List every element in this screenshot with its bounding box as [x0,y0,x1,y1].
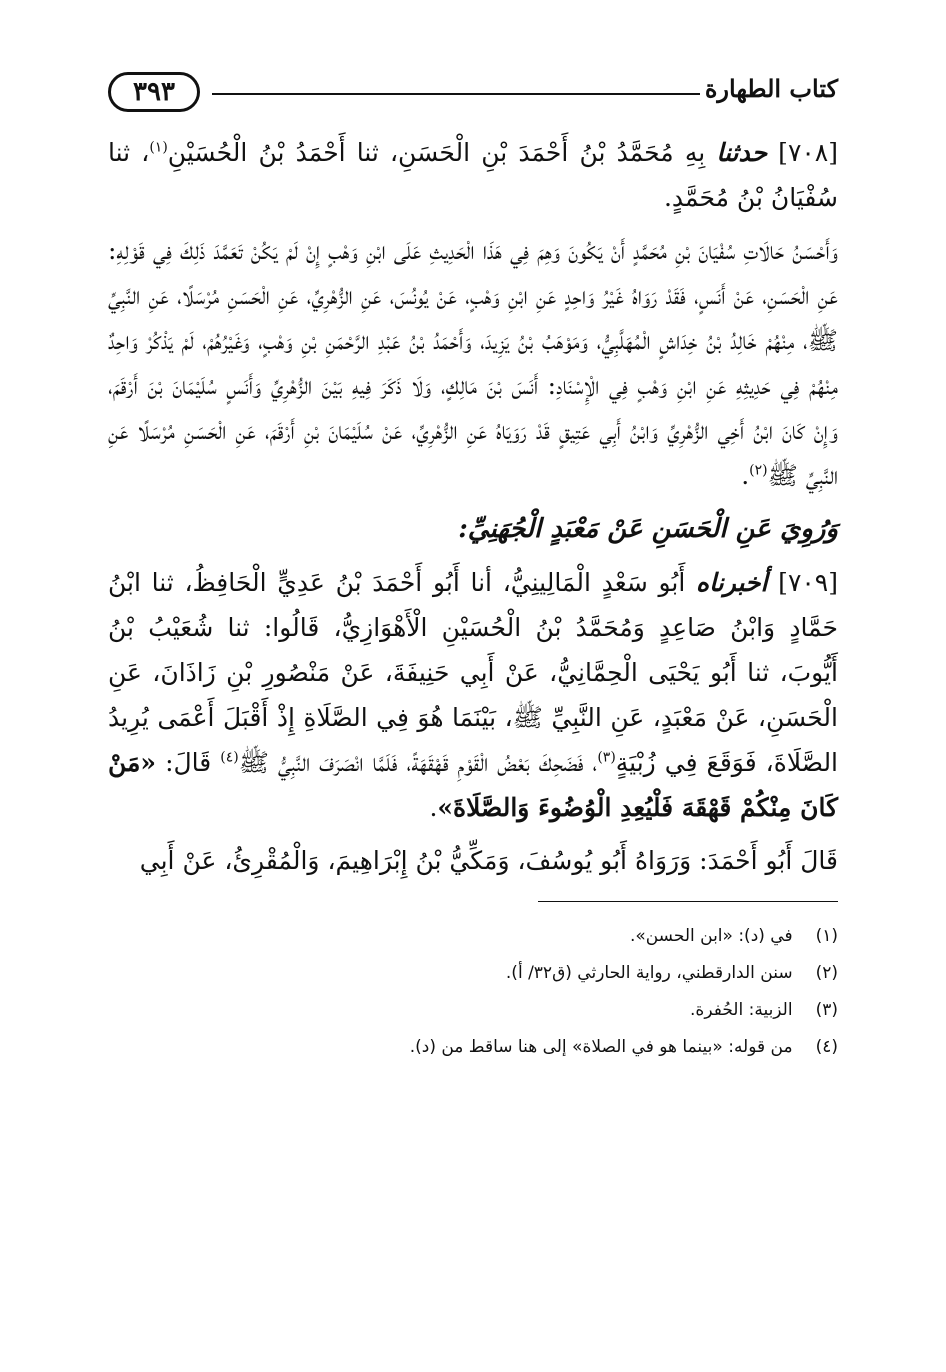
footnote-text: الزبية: الحُفرة. [690,1000,793,1020]
header-rule [212,93,700,95]
footnotes [108,918,838,1066]
page-number: ٣٩٣ [108,72,200,112]
footnote-ref-1: (١) [149,139,168,156]
narration-keyword: حدثنا [716,138,768,167]
footnote-text: في (د): «ابن الحسن». [629,926,793,946]
footnote-item [108,918,838,955]
footnote-item [108,1029,838,1066]
footnote-ref-4: (٤) [220,749,239,766]
footnote-number: (٤) [815,1037,838,1057]
closing-paragraph [108,838,838,883]
footnote-number: (٣) [815,1000,838,1020]
hadith-number: [٧٠٩] [778,568,838,597]
hadith-709 [108,560,838,830]
narration-keyword: أخبرناه [696,568,768,597]
commentary-text: وَأَحْسَنُ حَالَاتِ سُفْيَانَ بْنِ مُحَمَّدٍ أَنْ يَكُونَ وَهِمَ فِي هَذَا الْحَدِيثِ عَلَى ابْنِ وَهْبٍ إِنْ لَمْ يَكُنْ تَعَمَّدَ ذَلِكَ فِي قَوْلِهِ: عَنِ الْحَسَنِ، عَنْ أَنَسٍ، فَقَدْ رَوَاهُ غَيْرُ وَاحِدٍ عَنِ ابْنِ وَهْبٍ، عَنْ يُونُسَ، عَنِ الزُّهْرِيِّ، عَنِ الْحَسَنِ مُرْسَلًا، عَنِ النَّبِيِّ ﷺ، مِنْهُمْ خَالِدُ بْنُ خِدَاشٍ الْمُهَلَّبِيُّ، وَمَوْهَبُ بْنُ يَزِيدَ، وَأَحْمَدُ بْنُ عَبْدِ الرَّحْمَنِ بْنِ وَهْبٍ، وَغَيْرُهُمْ، لَمْ يَذْكُرْ وَاحِدٌ مِنْهُمْ فِي حَدِيثِهِ عَنِ ابْنِ وَهْبٍ فِي الْإِسْنَادِ: أَنَسَ بْنَ مَالِكٍ، وَلَا ذَكَرَ فِيهِ بَيْنَ الزُّهْرِيِّ وَأَنَسٍ سُلَيْمَانَ بْنَ أَرْقَمَ، وَإِنْ كَانَ ابْنُ أَخِي الزُّهْرِيِّ وَابْنُ أَبِي عَتِيقٍ قَدْ رَوَيَاهُ عَنِ الزُّهْرِيِّ، عَنْ سُلَيْمَانَ بْنِ أَرْقَمَ، عَنِ الْحَسَنِ مُرْسَلًا عَنِ النَّبِيِّ ﷺ [108,236,838,490]
footnote-item [108,955,838,992]
hadith-number: [٧٠٨] [778,138,838,167]
footnote-ref-3: (٣) [597,749,616,766]
matn-end: . [429,793,438,822]
page-header [108,60,838,130]
footnote-number: (٢) [815,963,838,983]
isnad-text: بِهِ مُحَمَّدُ بْنُ أَحْمَدَ بْنِ الْحَسَنِ، ثنا أَحْمَدُ بْنُ الْحُسَيْنِ [167,138,706,167]
footnote-number: (١) [815,926,838,946]
section-subheading: وَرُوِيَ عَنِ الْحَسَنِ عَنْ مَعْبَدٍ الْجُهَنِيِّ: [458,514,838,544]
footnote-text: سنن الدارقطني، رواية الحارثي (ق٣٢/ أ). [505,963,793,983]
hadith-708 [108,130,838,220]
matn-text: ، فَضَحِكَ بَعْضُ الْقَوْمِ قَهْقَهَةً، فَلَمَّا انْصَرَفَ النَّبِيُّ ﷺ [238,748,598,777]
footnote-text: من قوله: «بينما هو في الصلاة» إلى هنا ساقط من (د). [409,1037,793,1057]
book-page [108,60,838,1066]
isnad-text-end: ، ثنا سُفْيَانُ بْنُ مُحَمَّدٍ. [108,138,838,212]
commentary-end: . [741,461,750,490]
footnote-item [108,992,838,1029]
footnote-ref-2: (٢) [749,462,768,479]
footnote-separator [538,901,838,902]
commentary-paragraph [108,228,838,498]
closing-text: قَالَ أَبُو أَحْمَدَ: وَرَوَاهُ أَبُو يُوسُفَ، وَمَكِّيُّ بْنُ إِبْرَاهِيمَ، وَالْمُقْرِئُ، عَنْ أَبِي [139,846,838,875]
hadith-quote: «مَنْ كَانَ مِنْكُمْ قَهْقَهَ فَلْيُعِدِ الْوُضُوءَ وَالصَّلَاةَ» [108,748,838,822]
matn-said: قَالَ: [165,748,212,777]
isnad-text: أَبُو سَعْدٍ الْمَالِينِيُّ، أنا أَبُو أَحْمَدَ بْنُ عَدِيٍّ الْحَافِظُ، ثنا ابْنُ حَمَّادٍ وَابْنُ صَاعِدٍ وَمُحَمَّدُ بْنُ الْحُسَيْنِ الْأَهْوَازِيُّ، قَالُوا: ثنا شُعَيْبُ بْنُ أَيُّوبَ، ثنا أَبُو يَحْيَى الْحِمَّانِيُّ، عَنْ أَبِي حَنِيفَةَ، عَنْ مَنْصُورِ بْنِ زَاذَانَ، عَنِ الْحَسَنِ، عَنْ مَعْبَدٍ، عَنِ النَّبِيِّ ﷺ، بَيْنَمَا هُوَ فِي الصَّلَاةِ إِذْ أَقْبَلَ أَعْمَى يُرِيدُ الصَّلَاةَ، فَوَقَعَ فِي زُبْيَةٍ [108,568,839,777]
running-title: كتاب الطهارة [704,74,838,103]
